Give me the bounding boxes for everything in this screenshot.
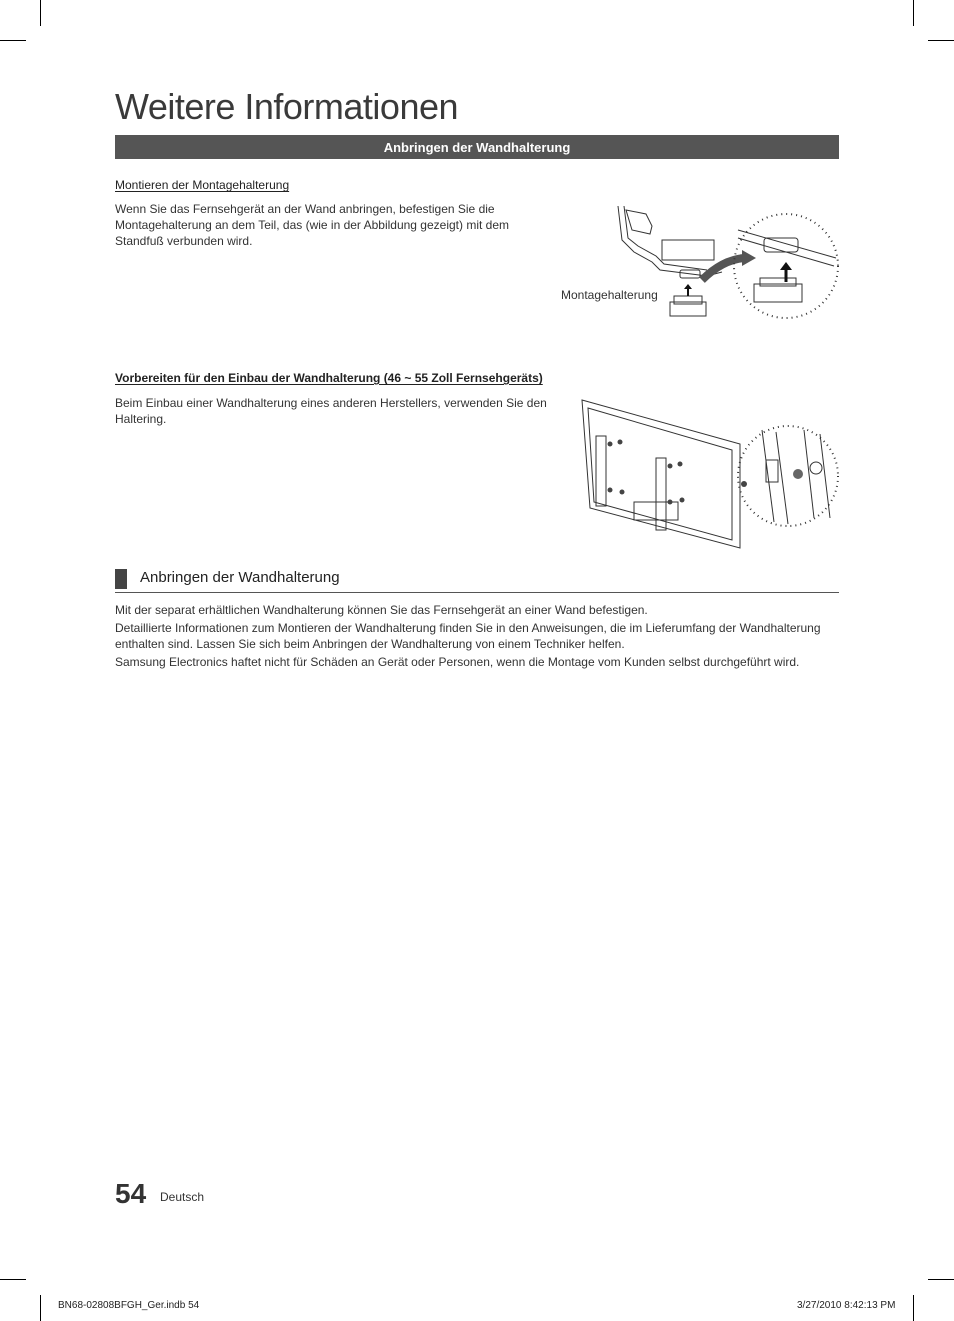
slug-file: BN68-02808BFGH_Ger.indb 54 (58, 1300, 200, 1311)
crop-mark (0, 40, 26, 41)
prepare-text: Beim Einbau einer Wandhalterung eines anderen Herstellers, verwenden Sie den Haltering. (115, 396, 547, 426)
slug-timestamp: 3/27/2010 8:42:13 PM (797, 1300, 896, 1311)
figure-caption: Montagehalterung (561, 288, 658, 302)
bracket-mount-figure (612, 200, 842, 328)
page-title: Weitere Informationen (115, 86, 459, 127)
crop-mark (40, 0, 41, 26)
crop-mark (913, 0, 914, 26)
page-language: Deutsch (160, 1190, 205, 1204)
paragraph: Samsung Electronics haftet nicht für Schäden an Gerät oder Personen, wenn die Montage vom Kunden selbst durchgeführt wird. (115, 655, 800, 669)
prepare-heading: Vorbereiten für den Einbau der Wandhalterung (46 ~ 55 Zoll Fernsehgeräts) (115, 371, 543, 385)
tv-back-figure (580, 398, 840, 550)
page-number: 54 (115, 1178, 147, 1209)
section-heading (115, 567, 839, 593)
section-heading-label: Anbringen der Wandhalterung (140, 569, 340, 586)
mount-text: Wenn Sie das Fernsehgerät an der Wand anbringen, befestigen Sie die Montagehalterung an dem Teil, das (wie in der Abbildung gezeigt) mit dem Standfuß verbunden wird. (115, 202, 510, 248)
crop-mark (40, 1295, 41, 1321)
crop-mark (913, 1295, 914, 1321)
paragraph: Detaillierte Informationen zum Montieren der Wandhalterung finden Sie in den Anweisungen, die im Lieferumfang der Wandhalterung enthalten sind. Lassen Sie sich beim Anbringen der Wandhalterung von einem Techniker helfen. (115, 621, 821, 651)
crop-mark (0, 1279, 26, 1280)
crop-mark (928, 1279, 954, 1280)
paragraph: Mit der separat erhältlichen Wandhalterung können Sie das Fernsehgerät an einer Wand befestigen. (115, 603, 648, 617)
crop-mark (928, 40, 954, 41)
section-marker (115, 569, 127, 589)
mount-heading: Montieren der Montagehalterung (115, 178, 290, 192)
section-banner: Anbringen der Wandhalterung (115, 135, 839, 159)
